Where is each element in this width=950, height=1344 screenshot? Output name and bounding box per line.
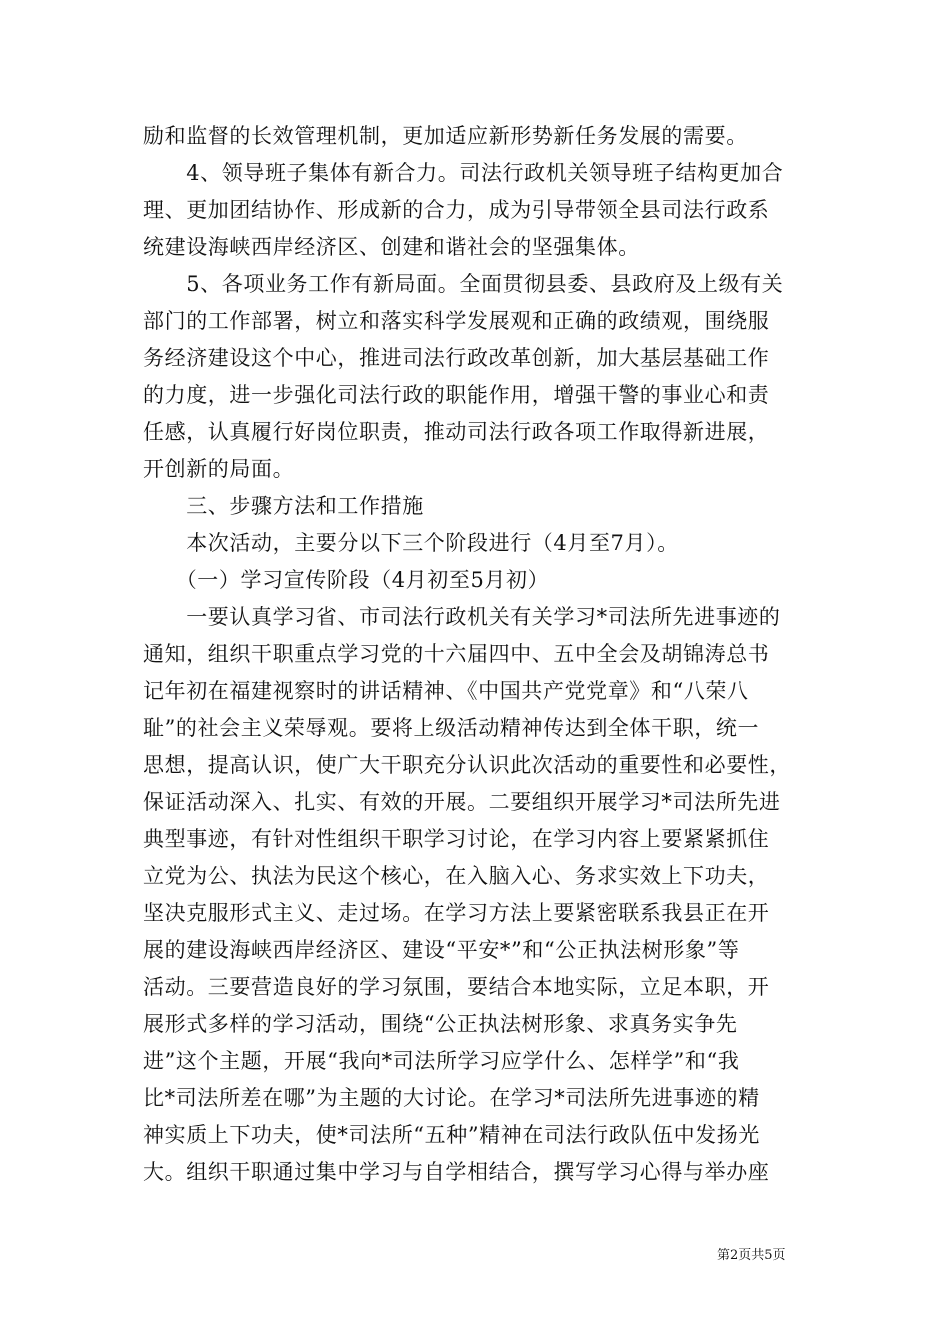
text-line: 展的建设海峡西岸经济区、建设“平安*”和“公正执法树形象”等	[143, 938, 740, 962]
text-line: 活动。三要营造良好的学习氛围，要结合本地实际，立足本职，开	[143, 975, 770, 999]
text-line: 统建设海峡西岸经济区、创建和谐社会的坚强集体。	[143, 235, 640, 259]
text-line: 通知，组织干职重点学习党的十六届四中、五中全会及胡锦涛总书	[143, 642, 770, 666]
text-line: 展形式多样的学习活动，围绕“公正执法树形象、求真务实争先	[143, 1012, 738, 1036]
text-line: 典型事迹，有针对性组织干职学习讨论，在学习内容上要紧紧抓住	[143, 827, 770, 851]
text-line: 立党为公、执法为民这个核心，在入脑入心、务求实效上下功夫，	[143, 864, 770, 888]
text-line: 记年初在福建视察时的讲话精神、《中国共产党党章》和“八荣八	[143, 679, 749, 703]
text-line: 部门的工作部署，树立和落实科学发展观和正确的政绩观，围绕服	[143, 309, 770, 333]
text-line: 务经济建设这个中心，推进司法行政改革创新，加大基层基础工作	[143, 346, 770, 370]
page-number-footer: 第2页共5页	[717, 1248, 786, 1263]
text-line: 本次活动，主要分以下三个阶段进行（4月至7月）。	[143, 531, 679, 555]
text-line: 神实质上下功夫，使*司法所“五种”精神在司法行政队伍中发扬光	[143, 1123, 760, 1147]
text-line: 大。组织干职通过集中学习与自学相结合，撰写学习心得与举办座	[143, 1160, 770, 1184]
text-line: 比*司法所差在哪”为主题的大讨论。在学习*司法所先进事迹的精	[143, 1086, 760, 1110]
text-line: 思想，提高认识，使广大干职充分认识此次活动的重要性和必要性，	[143, 753, 791, 777]
subsection-heading: （一）学习宣传阶段（4月初至5月初）	[143, 568, 550, 592]
text-line: 理、更加团结协作、形成新的合力，成为引导带领全县司法行政系	[143, 198, 770, 222]
text-line: 开创新的局面。	[143, 457, 295, 481]
text-line: 的力度，进一步强化司法行政的职能作用，增强干警的事业心和责	[143, 383, 770, 407]
section-heading: 三、步骤方法和工作措施	[143, 494, 424, 518]
text-line: 4、领导班子集体有新合力。司法行政机关领导班子结构更加合	[143, 161, 784, 185]
text-line: 耻”的社会主义荣辱观。要将上级活动精神传达到全体干职，统一	[143, 716, 760, 740]
text-line: 坚决克服形式主义、走过场。在学习方法上要紧密联系我县正在开	[143, 901, 770, 925]
text-line: 励和监督的长效管理机制，更加适应新形势新任务发展的需要。	[143, 124, 748, 148]
text-line: 5、各项业务工作有新局面。全面贯彻县委、县政府及上级有关	[143, 272, 784, 296]
text-line: 进”这个主题，开展“我向*司法所学习应学什么、怎样学”和“我	[143, 1049, 740, 1073]
text-line: 保证活动深入、扎实、有效的开展。二要组织开展学习*司法所先进	[143, 790, 781, 814]
text-line: 一要认真学习省、市司法行政机关有关学习*司法所先进事迹的	[143, 605, 781, 629]
text-line: 任感，认真履行好岗位职责，推动司法行政各项工作取得新进展，	[143, 420, 770, 444]
